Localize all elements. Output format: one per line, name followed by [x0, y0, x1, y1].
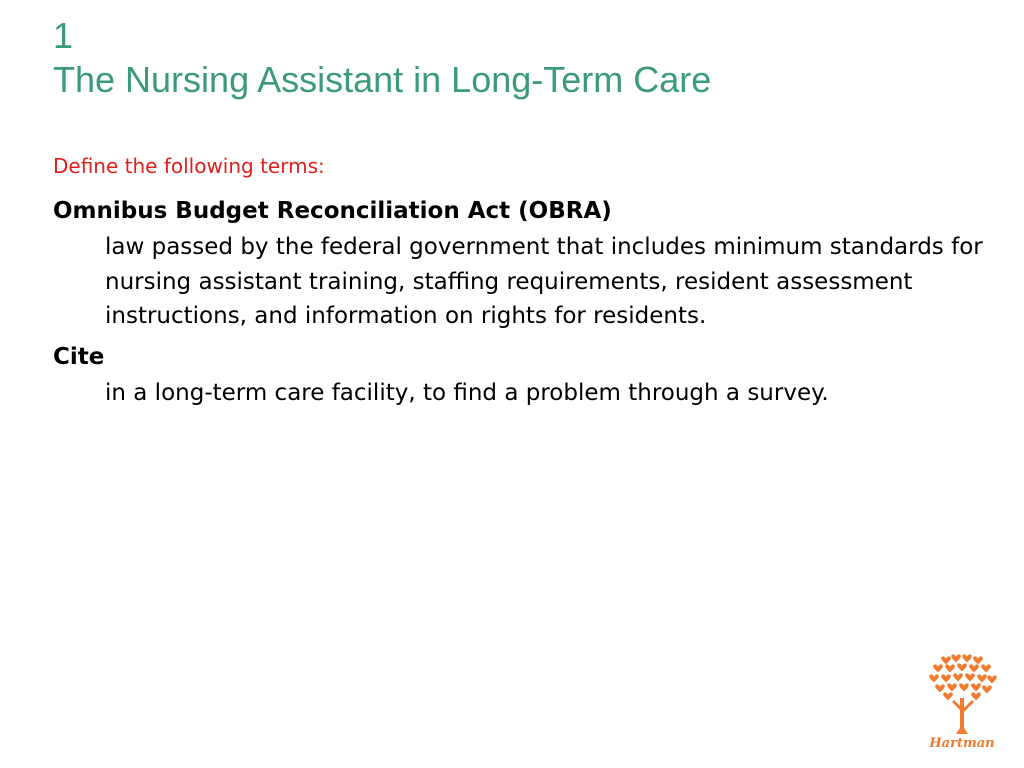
chapter-number: 1 — [53, 15, 74, 56]
chapter-title: The Nursing Assistant in Long-Term Care — [53, 59, 712, 100]
term-heading: Omnibus Budget Reconciliation Act (OBRA) — [53, 198, 612, 224]
term-entry-cite — [53, 342, 1003, 411]
term-definition: law passed by the federal government that includes minimum standards for nursing assistant training, staffing requirements, resident assessment instructions, and information on rights for residents. — [105, 234, 983, 329]
term-entry-obra — [53, 196, 1003, 334]
slide-body — [53, 152, 1003, 410]
instruction-text: Define the following terms: — [53, 154, 325, 178]
term-definition: in a long-term care facility, to find a problem through a survey. — [105, 379, 829, 406]
hartman-logo — [924, 654, 1000, 754]
term-heading: Cite — [53, 343, 105, 370]
heart-tree-icon — [924, 654, 1000, 738]
slide-header — [53, 14, 711, 102]
logo-wordmark: Hartman — [929, 736, 995, 751]
